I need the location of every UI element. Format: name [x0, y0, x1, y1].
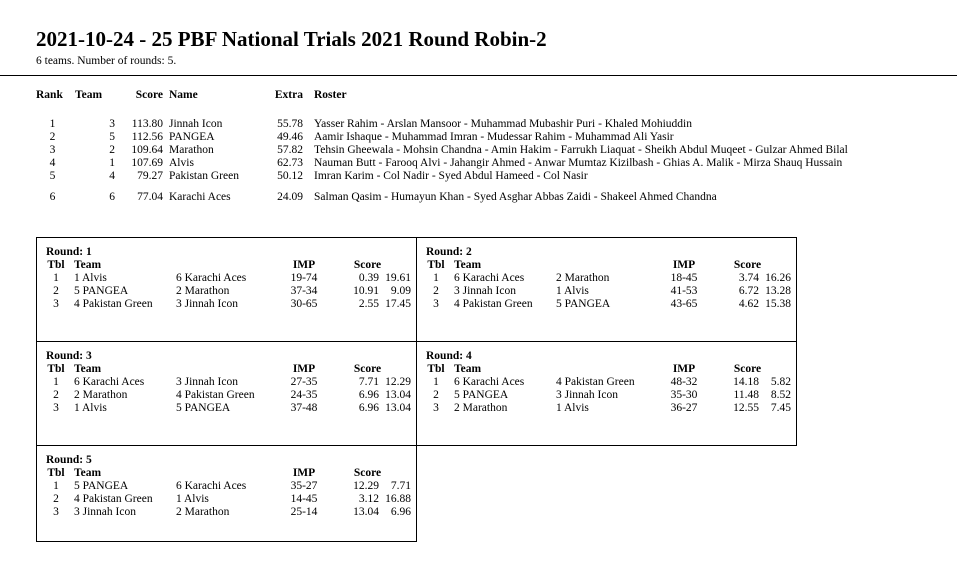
imp-cell: 41-53	[670, 285, 698, 297]
home-score-cell: 11.48	[733, 389, 759, 401]
score-cell: 107.69	[131, 157, 163, 169]
table-number-cell: 2	[433, 389, 439, 401]
away-score-cell: 7.45	[770, 402, 791, 414]
standings-row	[36, 170, 848, 183]
home-score-cell: 6.72	[738, 285, 759, 297]
th-imp: IMP	[292, 259, 316, 271]
header-rank: Rank	[36, 88, 63, 101]
away-team-cell: 1 Alvis	[176, 493, 209, 505]
standings-row	[36, 118, 848, 131]
standings-row	[36, 131, 848, 144]
match-row	[46, 272, 411, 285]
header-roster: Roster	[314, 88, 347, 101]
table-number-cell: 1	[53, 480, 59, 492]
home-team-cell: 6 Karachi Aces	[454, 376, 525, 388]
home-team-cell: 4 Pakistan Green	[454, 298, 533, 310]
home-score-cell: 6.96	[358, 402, 379, 414]
match-row	[426, 389, 791, 402]
home-score-cell: 10.91	[353, 285, 379, 297]
score-cell: 113.80	[131, 118, 163, 130]
table-number-cell: 3	[53, 298, 59, 310]
away-score-cell: 9.09	[390, 285, 411, 297]
imp-cell: 35-27	[290, 480, 318, 492]
imp-cell: 24-35	[290, 389, 318, 401]
round-header-row	[426, 259, 791, 272]
away-score-cell: 13.04	[385, 389, 411, 401]
team-name-cell: Alvis	[169, 157, 194, 169]
match-row	[426, 402, 791, 415]
standings-row	[36, 157, 848, 170]
away-team-cell: 6 Karachi Aces	[176, 480, 247, 492]
team-name-cell: Marathon	[169, 144, 214, 156]
home-team-cell: 2 Marathon	[454, 402, 508, 414]
rank-cell: 6	[49, 191, 56, 203]
extra-cell: 62.73	[277, 157, 303, 169]
team-number-cell: 6	[109, 191, 115, 203]
th-tbl: Tbl	[47, 363, 65, 375]
away-score-cell: 12.29	[385, 376, 411, 388]
round-header-row	[46, 363, 411, 376]
home-team-cell: 6 Karachi Aces	[454, 272, 525, 284]
score-cell: 79.27	[137, 170, 163, 182]
score-cell: 112.56	[131, 131, 163, 143]
match-row	[46, 376, 411, 389]
away-team-cell: 2 Marathon	[556, 272, 610, 284]
round-title: Round: 2	[426, 246, 472, 258]
away-score-cell: 13.28	[765, 285, 791, 297]
home-team-cell: 5 PANGEA	[74, 480, 129, 492]
th-tbl: Tbl	[427, 363, 445, 375]
team-number-cell: 3	[109, 118, 115, 130]
away-score-cell: 8.52	[770, 389, 791, 401]
roster-cell: Imran Karim - Col Nadir - Syed Abdul Hameed - Col Nasir	[314, 170, 588, 182]
round-box	[416, 237, 797, 342]
away-team-cell: 4 Pakistan Green	[176, 389, 255, 401]
rank-cell: 1	[49, 118, 56, 130]
th-team-2	[176, 259, 284, 272]
table-number-cell: 1	[433, 272, 439, 284]
away-score-cell: 19.61	[385, 272, 411, 284]
rank-cell: 5	[49, 170, 56, 182]
th-team: Team	[454, 259, 482, 271]
standings-row	[36, 144, 848, 157]
th-tbl: Tbl	[47, 259, 65, 271]
away-score-cell: 15.38	[765, 298, 791, 310]
imp-cell: 27-35	[290, 376, 318, 388]
round-box	[416, 341, 797, 446]
roster-cell: Nauman Butt - Farooq Alvi - Jahangir Ahmed - Anwar Mumtaz Kizilbash - Ghias A. Malik - Mirza Shauq Hussain	[314, 157, 843, 169]
standings-header-row	[36, 87, 848, 103]
match-row	[46, 493, 411, 506]
home-team-cell: 2 Marathon	[74, 389, 128, 401]
round-box	[36, 445, 417, 542]
table-number-cell: 2	[53, 285, 59, 297]
home-score-cell: 4.62	[738, 298, 759, 310]
table-number-cell: 1	[433, 376, 439, 388]
home-team-cell: 4 Pakistan Green	[74, 298, 153, 310]
round-title: Round: 3	[46, 350, 92, 362]
home-team-cell: 5 PANGEA	[454, 389, 509, 401]
extra-cell: 24.09	[277, 191, 303, 203]
header-extra: Extra	[274, 88, 303, 101]
team-number-cell: 5	[109, 131, 115, 143]
th-score: Score	[733, 259, 762, 271]
imp-cell: 37-34	[290, 285, 318, 297]
imp-cell: 18-45	[670, 272, 698, 284]
round-table	[426, 363, 791, 415]
table-number-cell: 2	[53, 493, 59, 505]
home-score-cell: 7.71	[358, 376, 379, 388]
rank-cell: 3	[49, 144, 56, 156]
away-team-cell: 3 Jinnah Icon	[556, 389, 618, 401]
header-score: Score	[135, 88, 163, 101]
rank-cell: 4	[49, 157, 56, 169]
roster-cell: Tehsin Gheewala - Mohsin Chandna - Amin Hakim - Farrukh Liaquat - Sheikh Abdul Muqeet - Gulzar Ahmed Bilal	[314, 144, 848, 156]
header-team: Team	[75, 88, 103, 101]
away-team-cell: 3 Jinnah Icon	[176, 298, 238, 310]
th-team-2	[556, 259, 664, 272]
team-name-cell: Karachi Aces	[169, 191, 231, 203]
round-table	[46, 467, 411, 519]
round-table	[426, 259, 791, 311]
th-team-2	[176, 363, 284, 376]
home-team-cell: 6 Karachi Aces	[74, 376, 145, 388]
table-number-cell: 3	[53, 402, 59, 414]
imp-cell: 14-45	[290, 493, 318, 505]
team-number-cell: 4	[109, 170, 115, 182]
imp-cell: 37-48	[290, 402, 318, 414]
away-team-cell: 2 Marathon	[176, 285, 230, 297]
home-score-cell: 6.96	[358, 389, 379, 401]
th-team: Team	[74, 467, 102, 479]
imp-cell: 25-14	[290, 506, 318, 518]
header-divider	[0, 75, 957, 76]
extra-cell: 57.82	[277, 144, 303, 156]
th-team: Team	[74, 363, 102, 375]
home-team-cell: 4 Pakistan Green	[74, 493, 153, 505]
away-score-cell: 17.45	[385, 298, 411, 310]
match-row	[46, 389, 411, 402]
home-team-cell: 3 Jinnah Icon	[74, 506, 136, 518]
th-imp: IMP	[292, 363, 316, 375]
table-number-cell: 3	[433, 402, 439, 414]
home-team-cell: 1 Alvis	[74, 272, 107, 284]
table-number-cell: 3	[53, 506, 59, 518]
home-score-cell: 3.74	[738, 272, 759, 284]
away-team-cell: 5 PANGEA	[176, 402, 231, 414]
away-team-cell: 6 Karachi Aces	[176, 272, 247, 284]
home-score-cell: 3.12	[358, 493, 379, 505]
home-score-cell: 12.29	[353, 480, 379, 492]
imp-cell: 43-65	[670, 298, 698, 310]
round-box	[36, 341, 417, 446]
th-score: Score	[353, 467, 382, 479]
standings-row	[36, 191, 848, 204]
home-score-cell: 13.04	[353, 506, 379, 518]
page-title: 2021-10-24 - 25 PBF National Trials 2021 Round Robin-2	[36, 27, 547, 51]
th-team-2	[556, 363, 664, 376]
extra-cell: 49.46	[277, 131, 303, 143]
extra-cell: 55.78	[277, 118, 303, 130]
match-row	[46, 480, 411, 493]
roster-cell: Aamir Ishaque - Muhammad Imran - Mudessar Rahim - Muhammad Ali Yasir	[314, 131, 674, 143]
imp-cell: 35-30	[670, 389, 698, 401]
th-tbl: Tbl	[47, 467, 65, 479]
home-team-cell: 3 Jinnah Icon	[454, 285, 516, 297]
th-score: Score	[353, 259, 382, 271]
table-number-cell: 3	[433, 298, 439, 310]
match-row	[46, 285, 411, 298]
team-name-cell: PANGEA	[169, 131, 215, 143]
round-title: Round: 4	[426, 350, 472, 362]
away-team-cell: 3 Jinnah Icon	[176, 376, 238, 388]
home-score-cell: 0.39	[358, 272, 379, 284]
score-cell: 109.64	[131, 144, 163, 156]
home-team-cell: 5 PANGEA	[74, 285, 129, 297]
match-row	[46, 506, 411, 519]
round-table	[46, 259, 411, 311]
header-name: Name	[169, 88, 198, 101]
team-number-cell: 1	[109, 157, 115, 169]
away-score-cell: 16.26	[765, 272, 791, 284]
match-row	[426, 376, 791, 389]
round-header-row	[426, 363, 791, 376]
away-score-cell: 6.96	[390, 506, 411, 518]
home-score-cell: 14.18	[733, 376, 759, 388]
page-subtitle: 6 teams. Number of rounds: 5.	[36, 55, 177, 67]
round-header-row	[46, 259, 411, 272]
away-team-cell: 1 Alvis	[556, 285, 589, 297]
th-imp: IMP	[292, 467, 316, 479]
imp-cell: 36-27	[670, 402, 698, 414]
roster-cell: Salman Qasim - Humayun Khan - Syed Asghar Abbas Zaidi - Shakeel Ahmed Chandna	[314, 191, 717, 203]
standings-table	[36, 87, 848, 204]
round-header-row	[46, 467, 411, 480]
th-imp: IMP	[672, 259, 696, 271]
imp-cell: 30-65	[290, 298, 318, 310]
round-box	[36, 237, 417, 342]
th-team-2	[176, 467, 284, 480]
table-number-cell: 1	[53, 376, 59, 388]
away-score-cell: 5.82	[770, 376, 791, 388]
roster-cell: Yasser Rahim - Arslan Mansoor - Muhammad Mubashir Puri - Khaled Mohiuddin	[314, 118, 692, 130]
home-score-cell: 2.55	[358, 298, 379, 310]
rank-cell: 2	[49, 131, 56, 143]
match-row	[426, 298, 791, 311]
th-score: Score	[733, 363, 762, 375]
away-team-cell: 1 Alvis	[556, 402, 589, 414]
th-team: Team	[454, 363, 482, 375]
away-score-cell: 16.88	[385, 493, 411, 505]
th-score: Score	[353, 363, 382, 375]
team-number-cell: 2	[109, 144, 115, 156]
table-number-cell: 2	[433, 285, 439, 297]
away-score-cell: 7.71	[390, 480, 411, 492]
home-score-cell: 12.55	[733, 402, 759, 414]
away-team-cell: 2 Marathon	[176, 506, 230, 518]
imp-cell: 48-32	[670, 376, 698, 388]
away-team-cell: 5 PANGEA	[556, 298, 611, 310]
round-title: Round: 1	[46, 246, 92, 258]
match-row	[46, 402, 411, 415]
match-row	[426, 272, 791, 285]
round-title: Round: 5	[46, 454, 92, 466]
away-score-cell: 13.04	[385, 402, 411, 414]
team-name-cell: Jinnah Icon	[169, 118, 223, 130]
round-table	[46, 363, 411, 415]
th-tbl: Tbl	[427, 259, 445, 271]
extra-cell: 50.12	[277, 170, 303, 182]
match-row	[46, 298, 411, 311]
away-team-cell: 4 Pakistan Green	[556, 376, 635, 388]
imp-cell: 19-74	[290, 272, 318, 284]
home-team-cell: 1 Alvis	[74, 402, 107, 414]
table-number-cell: 2	[53, 389, 59, 401]
match-row	[426, 285, 791, 298]
team-name-cell: Pakistan Green	[169, 170, 239, 182]
th-team: Team	[74, 259, 102, 271]
th-imp: IMP	[672, 363, 696, 375]
score-cell: 77.04	[137, 191, 163, 203]
table-number-cell: 1	[53, 272, 59, 284]
